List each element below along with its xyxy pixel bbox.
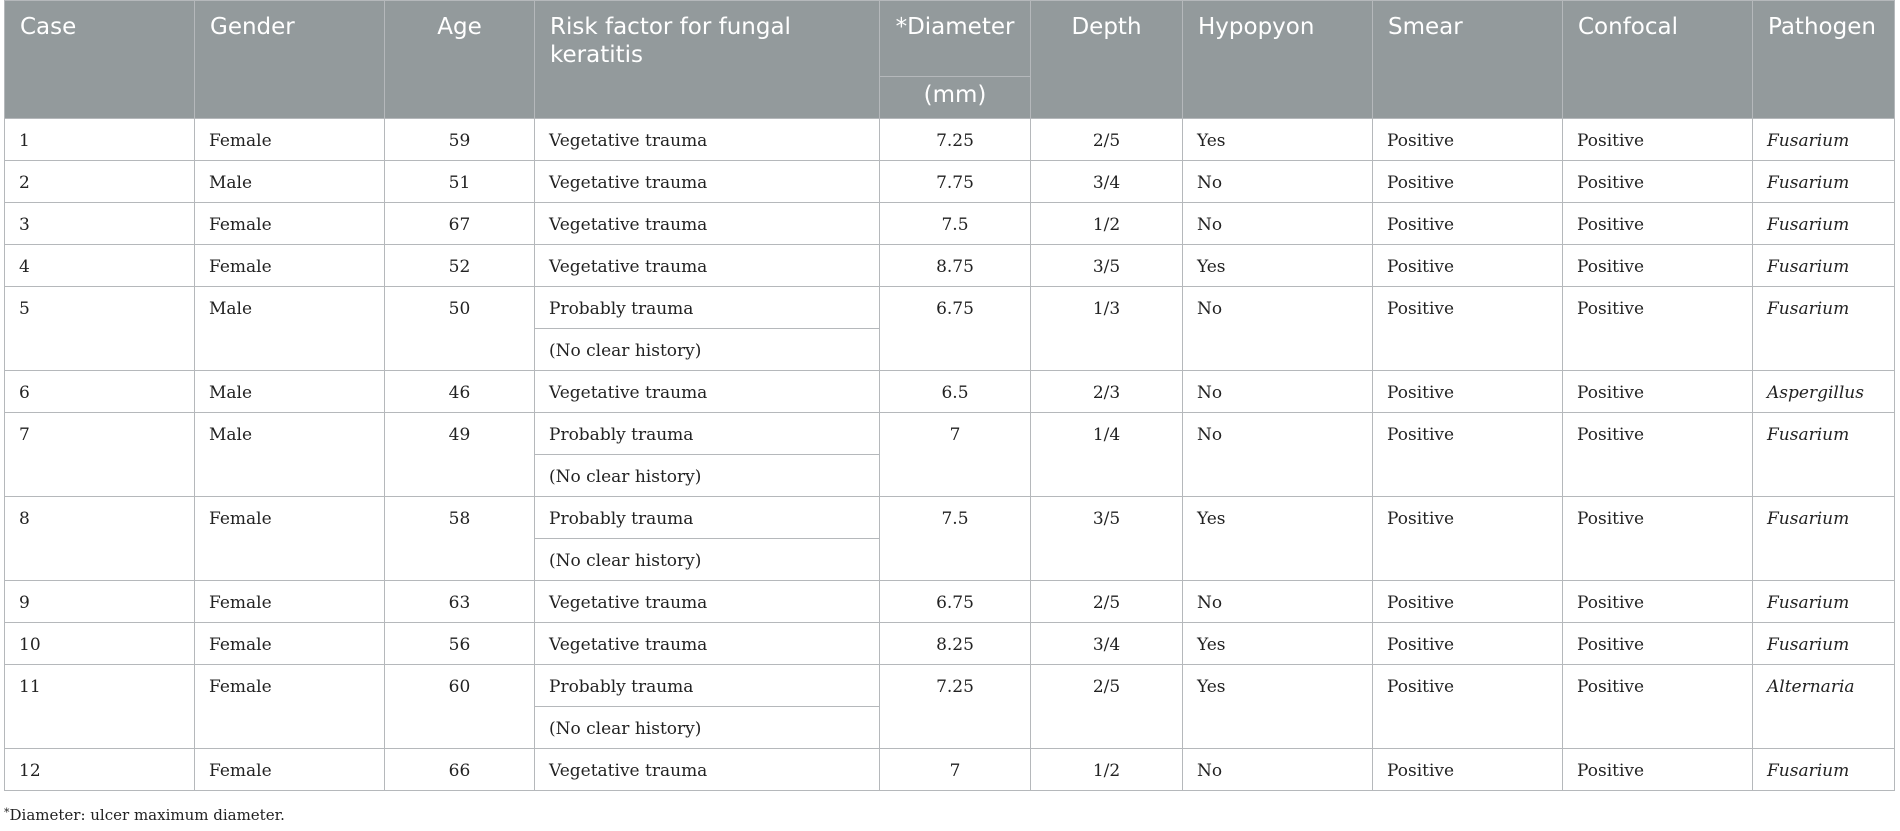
table-row	[5, 371, 1895, 413]
cell-gender: Male	[195, 161, 385, 203]
cell-gender: Female	[195, 665, 385, 749]
cell-diameter: 8.75	[880, 245, 1031, 287]
cell-risk-factor: Probably trauma	[535, 665, 880, 707]
cell-gender: Female	[195, 497, 385, 581]
cell-diameter: 6.75	[880, 581, 1031, 623]
cell-smear: Positive	[1373, 371, 1563, 413]
table-row	[5, 623, 1895, 665]
cell-age: 66	[385, 749, 535, 791]
cell-case: 11	[5, 665, 195, 749]
cell-pathogen: Aspergillus	[1753, 371, 1895, 413]
cell-age: 60	[385, 665, 535, 749]
cell-pathogen: Fusarium	[1753, 749, 1895, 791]
table-row	[5, 413, 1895, 455]
header-depth: Depth	[1031, 1, 1183, 119]
cell-smear: Positive	[1373, 413, 1563, 497]
cell-confocal: Positive	[1563, 371, 1753, 413]
cell-case: 8	[5, 497, 195, 581]
cell-case: 4	[5, 245, 195, 287]
cell-pathogen: Fusarium	[1753, 581, 1895, 623]
cell-depth: 1/4	[1031, 413, 1183, 497]
cell-diameter: 6.75	[880, 287, 1031, 371]
cell-pathogen: Alternaria	[1753, 665, 1895, 749]
cell-smear: Positive	[1373, 203, 1563, 245]
cell-risk-factor: Probably trauma	[535, 287, 880, 329]
cell-risk-factor: Vegetative trauma	[535, 749, 880, 791]
cell-risk-factor: Vegetative trauma	[535, 203, 880, 245]
cell-depth: 3/4	[1031, 161, 1183, 203]
cell-age: 49	[385, 413, 535, 497]
table-row	[5, 287, 1895, 329]
cell-diameter: 8.25	[880, 623, 1031, 665]
cell-age: 56	[385, 623, 535, 665]
cell-diameter: 7.25	[880, 119, 1031, 161]
cell-confocal: Positive	[1563, 203, 1753, 245]
cell-smear: Positive	[1373, 161, 1563, 203]
cell-gender: Female	[195, 203, 385, 245]
cell-smear: Positive	[1373, 497, 1563, 581]
cell-confocal: Positive	[1563, 161, 1753, 203]
cell-risk-factor: Vegetative trauma	[535, 371, 880, 413]
footnote-text: Diameter: ulcer maximum diameter.	[9, 806, 285, 824]
cell-depth: 1/2	[1031, 749, 1183, 791]
cell-diameter: 7.25	[880, 665, 1031, 749]
header-diameter-unit: (mm)	[880, 77, 1031, 119]
cell-case: 7	[5, 413, 195, 497]
cell-gender: Female	[195, 749, 385, 791]
cell-case: 5	[5, 287, 195, 371]
header-confocal: Confocal	[1563, 1, 1753, 119]
cell-age: 46	[385, 371, 535, 413]
header-case: Case	[5, 1, 195, 119]
table-row	[5, 665, 1895, 707]
table-row	[5, 119, 1895, 161]
cell-hypopyon: Yes	[1183, 623, 1373, 665]
cell-risk-factor: Vegetative trauma	[535, 623, 880, 665]
cell-pathogen: Fusarium	[1753, 161, 1895, 203]
cell-risk-factor: Probably trauma	[535, 413, 880, 455]
cell-gender: Male	[195, 371, 385, 413]
cell-risk-factor: (No clear history)	[535, 539, 880, 581]
cell-depth: 3/5	[1031, 497, 1183, 581]
cell-smear: Positive	[1373, 581, 1563, 623]
cell-hypopyon: No	[1183, 161, 1373, 203]
cell-smear: Positive	[1373, 119, 1563, 161]
cell-smear: Positive	[1373, 623, 1563, 665]
cell-gender: Male	[195, 287, 385, 371]
cell-gender: Female	[195, 119, 385, 161]
cell-gender: Male	[195, 413, 385, 497]
cell-case: 1	[5, 119, 195, 161]
cell-age: 50	[385, 287, 535, 371]
cell-depth: 3/4	[1031, 623, 1183, 665]
header-diameter: *Diameter	[880, 1, 1031, 77]
cell-risk-factor: Vegetative trauma	[535, 245, 880, 287]
cell-diameter: 7	[880, 413, 1031, 497]
cell-smear: Positive	[1373, 665, 1563, 749]
cell-depth: 2/3	[1031, 371, 1183, 413]
header-age: Age	[385, 1, 535, 119]
cell-confocal: Positive	[1563, 623, 1753, 665]
table-row	[5, 497, 1895, 539]
cell-confocal: Positive	[1563, 413, 1753, 497]
cell-gender: Female	[195, 623, 385, 665]
table-row	[5, 245, 1895, 287]
header-gender: Gender	[195, 1, 385, 119]
cell-pathogen: Fusarium	[1753, 623, 1895, 665]
cell-hypopyon: Yes	[1183, 245, 1373, 287]
cell-diameter: 7.5	[880, 497, 1031, 581]
cell-hypopyon: Yes	[1183, 665, 1373, 749]
cell-risk-factor: (No clear history)	[535, 455, 880, 497]
cell-case: 2	[5, 161, 195, 203]
cell-risk-factor: Vegetative trauma	[535, 119, 880, 161]
table-row	[5, 581, 1895, 623]
cell-gender: Female	[195, 245, 385, 287]
table-row	[5, 161, 1895, 203]
cell-hypopyon: No	[1183, 287, 1373, 371]
cell-pathogen: Fusarium	[1753, 413, 1895, 497]
cell-age: 52	[385, 245, 535, 287]
cell-risk-factor: Vegetative trauma	[535, 161, 880, 203]
cell-pathogen: Fusarium	[1753, 287, 1895, 371]
cell-hypopyon: No	[1183, 413, 1373, 497]
cell-diameter: 7	[880, 749, 1031, 791]
table-container	[4, 0, 1894, 791]
table-row	[5, 749, 1895, 791]
cell-pathogen: Fusarium	[1753, 119, 1895, 161]
cell-pathogen: Fusarium	[1753, 497, 1895, 581]
cell-case: 6	[5, 371, 195, 413]
cell-case: 3	[5, 203, 195, 245]
cell-age: 58	[385, 497, 535, 581]
header-smear: Smear	[1373, 1, 1563, 119]
cell-confocal: Positive	[1563, 749, 1753, 791]
cell-pathogen: Fusarium	[1753, 245, 1895, 287]
fungal-keratitis-table	[4, 0, 1895, 791]
cell-hypopyon: Yes	[1183, 497, 1373, 581]
cell-hypopyon: Yes	[1183, 119, 1373, 161]
cell-hypopyon: No	[1183, 371, 1373, 413]
cell-depth: 2/5	[1031, 581, 1183, 623]
cell-smear: Positive	[1373, 287, 1563, 371]
cell-depth: 3/5	[1031, 245, 1183, 287]
cell-age: 59	[385, 119, 535, 161]
cell-case: 10	[5, 623, 195, 665]
header-risk-factor: Risk factor for fungal keratitis	[535, 1, 880, 119]
cell-depth: 2/5	[1031, 119, 1183, 161]
cell-case: 12	[5, 749, 195, 791]
header-pathogen: Pathogen	[1753, 1, 1895, 119]
cell-risk-factor: (No clear history)	[535, 707, 880, 749]
cell-diameter: 7.5	[880, 203, 1031, 245]
cell-smear: Positive	[1373, 749, 1563, 791]
cell-age: 63	[385, 581, 535, 623]
cell-confocal: Positive	[1563, 581, 1753, 623]
cell-confocal: Positive	[1563, 665, 1753, 749]
table-body	[5, 119, 1895, 791]
cell-hypopyon: No	[1183, 581, 1373, 623]
cell-diameter: 6.5	[880, 371, 1031, 413]
cell-depth: 1/3	[1031, 287, 1183, 371]
cell-confocal: Positive	[1563, 245, 1753, 287]
cell-diameter: 7.75	[880, 161, 1031, 203]
footnote	[4, 806, 285, 824]
cell-hypopyon: No	[1183, 749, 1373, 791]
cell-gender: Female	[195, 581, 385, 623]
cell-risk-factor: Probably trauma	[535, 497, 880, 539]
cell-confocal: Positive	[1563, 287, 1753, 371]
cell-smear: Positive	[1373, 245, 1563, 287]
cell-confocal: Positive	[1563, 497, 1753, 581]
cell-hypopyon: No	[1183, 203, 1373, 245]
cell-depth: 1/2	[1031, 203, 1183, 245]
cell-case: 9	[5, 581, 195, 623]
footnote-marker: *	[4, 806, 10, 819]
header-hypopyon: Hypopyon	[1183, 1, 1373, 119]
cell-pathogen: Fusarium	[1753, 203, 1895, 245]
cell-risk-factor: Vegetative trauma	[535, 581, 880, 623]
cell-age: 51	[385, 161, 535, 203]
cell-risk-factor: (No clear history)	[535, 329, 880, 371]
table-row	[5, 203, 1895, 245]
cell-confocal: Positive	[1563, 119, 1753, 161]
cell-depth: 2/5	[1031, 665, 1183, 749]
cell-age: 67	[385, 203, 535, 245]
